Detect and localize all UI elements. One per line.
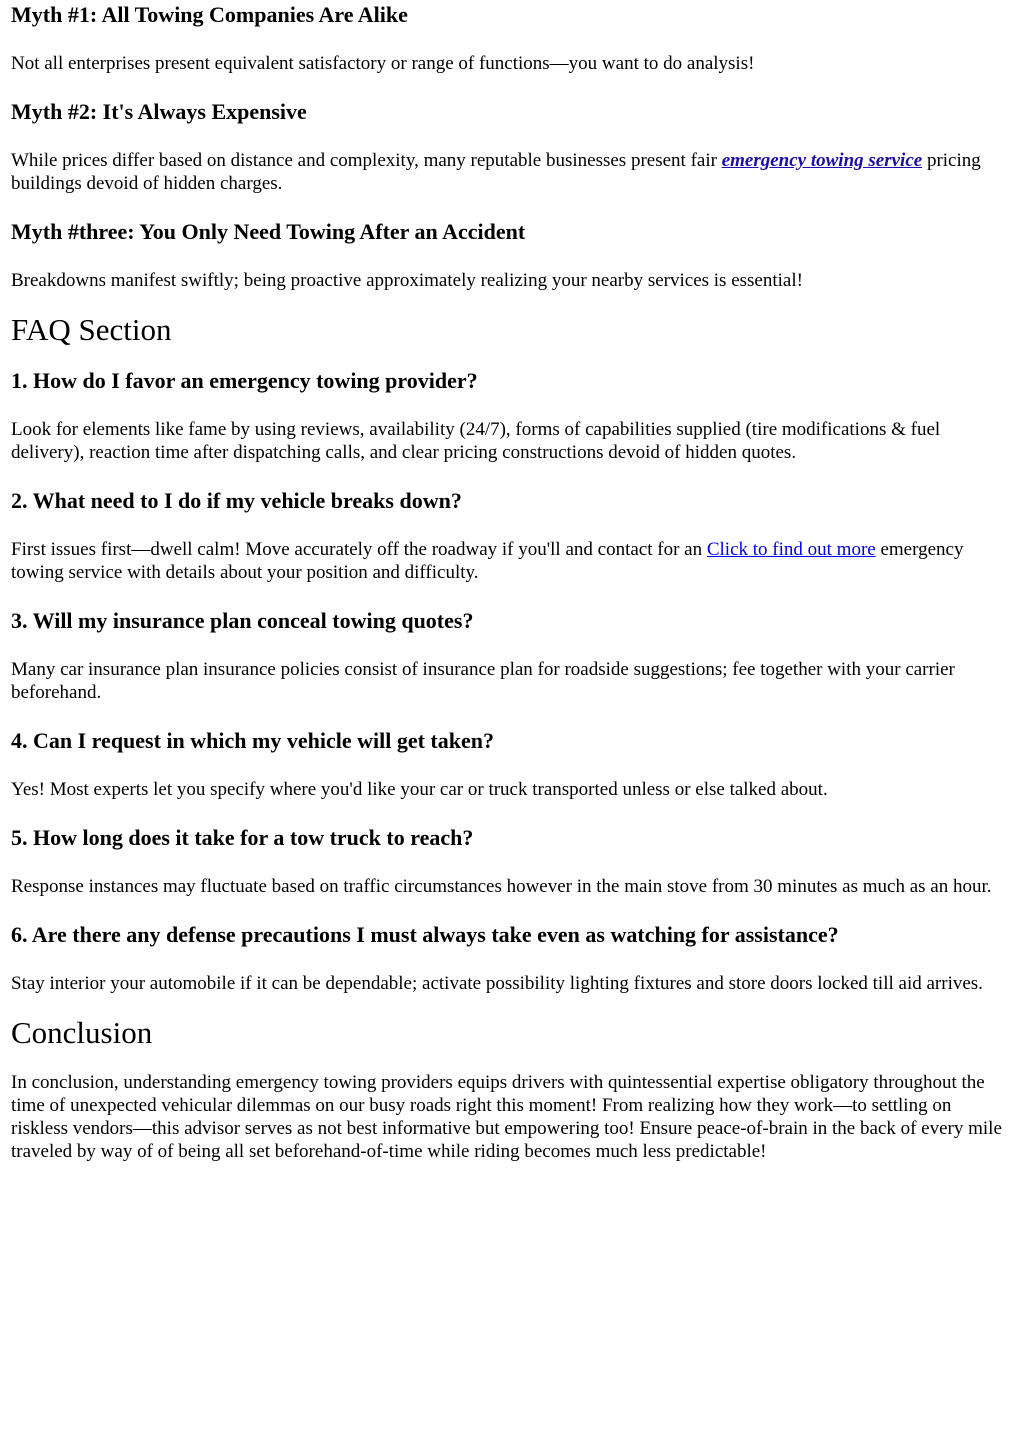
myth-1-heading: Myth #1: All Towing Companies Are Alike [11, 2, 408, 27]
emergency-towing-service-link[interactable]: emergency towing service [721, 150, 923, 171]
myth-2-heading: Myth #2: It's Always Expensive [11, 99, 307, 124]
myth-2-text-after: pricing buildings devoid of hidden charges. [11, 150, 981, 194]
faq-3-question: 3. Will my insurance plan conceal towing quotes? [11, 608, 474, 633]
myth-3-text: Breakdowns manifest swiftly; being proactive approximately realizing your nearby services is essential! [11, 270, 803, 291]
faq-5-question: 5. How long does it take for a tow truck to reach? [11, 825, 474, 850]
myth-2-text-before: While prices differ based on distance and complexity, many reputable businesses present fair [11, 150, 722, 171]
faq-5-answer: Response instances may fluctuate based on traffic circumstances however in the main stove from 30 minutes as much as an hour. [11, 876, 992, 897]
faq-1-question: 1. How do I favor an emergency towing provider? [11, 368, 478, 393]
faq-3-answer: Many car insurance plan insurance policies consist of insurance plan for roadside suggestions; fee together with your carrier beforehand. [11, 659, 955, 703]
faq-2-question: 2. What need to I do if my vehicle breaks down? [11, 488, 462, 513]
faq-4-answer: Yes! Most experts let you specify where you'd like your car or truck transported unless or else talked about. [11, 779, 828, 800]
conclusion-heading: Conclusion [11, 1015, 153, 1050]
faq-heading: FAQ Section [11, 312, 172, 347]
myth-3-heading: Myth #three: You Only Need Towing After an Accident [11, 219, 526, 244]
faq-2-answer-after: emergency towing service with details about your position and difficulty. [11, 539, 964, 583]
faq-4-question: 4. Can I request in which my vehicle will get taken? [11, 728, 494, 753]
faq-6-answer: Stay interior your automobile if it can be dependable; activate possibility lighting fixtures and store doors locked till aid arrives. [11, 973, 983, 994]
conclusion-text: In conclusion, understanding emergency towing providers equips drivers with quintessential expertise obligatory throughout the time of unexpected vehicular dilemmas on our busy roads right this moment! From realizing how they work—to settling on riskless vendors—this advisor serves as not best informative but empowering too! Ensure peace-of-brain in the back of every mile traveled by way of of being all set beforehand-of-time while riding becomes much less predictable! [11, 1072, 1002, 1162]
faq-6-question: 6. Are there any defense precautions I must always take even as watching for assistance? [11, 922, 839, 947]
faq-2-answer [11, 538, 1012, 584]
click-to-find-out-more-link[interactable]: Click to find out more [706, 539, 876, 560]
myth-2-text [11, 149, 1012, 195]
myth-1-text: Not all enterprises present equivalent satisfactory or range of functions—you want to do analysis! [11, 53, 755, 74]
faq-2-answer-before: First issues first—dwell calm! Move accurately off the roadway if you'll and contact for an [11, 539, 707, 560]
faq-1-answer: Look for elements like fame by using reviews, availability (24/7), forms of capabilities supplied (tire modifications & fuel delivery), reaction time after dispatching calls, and clear pricing constructions devoid of hidden quotes. [11, 419, 941, 463]
